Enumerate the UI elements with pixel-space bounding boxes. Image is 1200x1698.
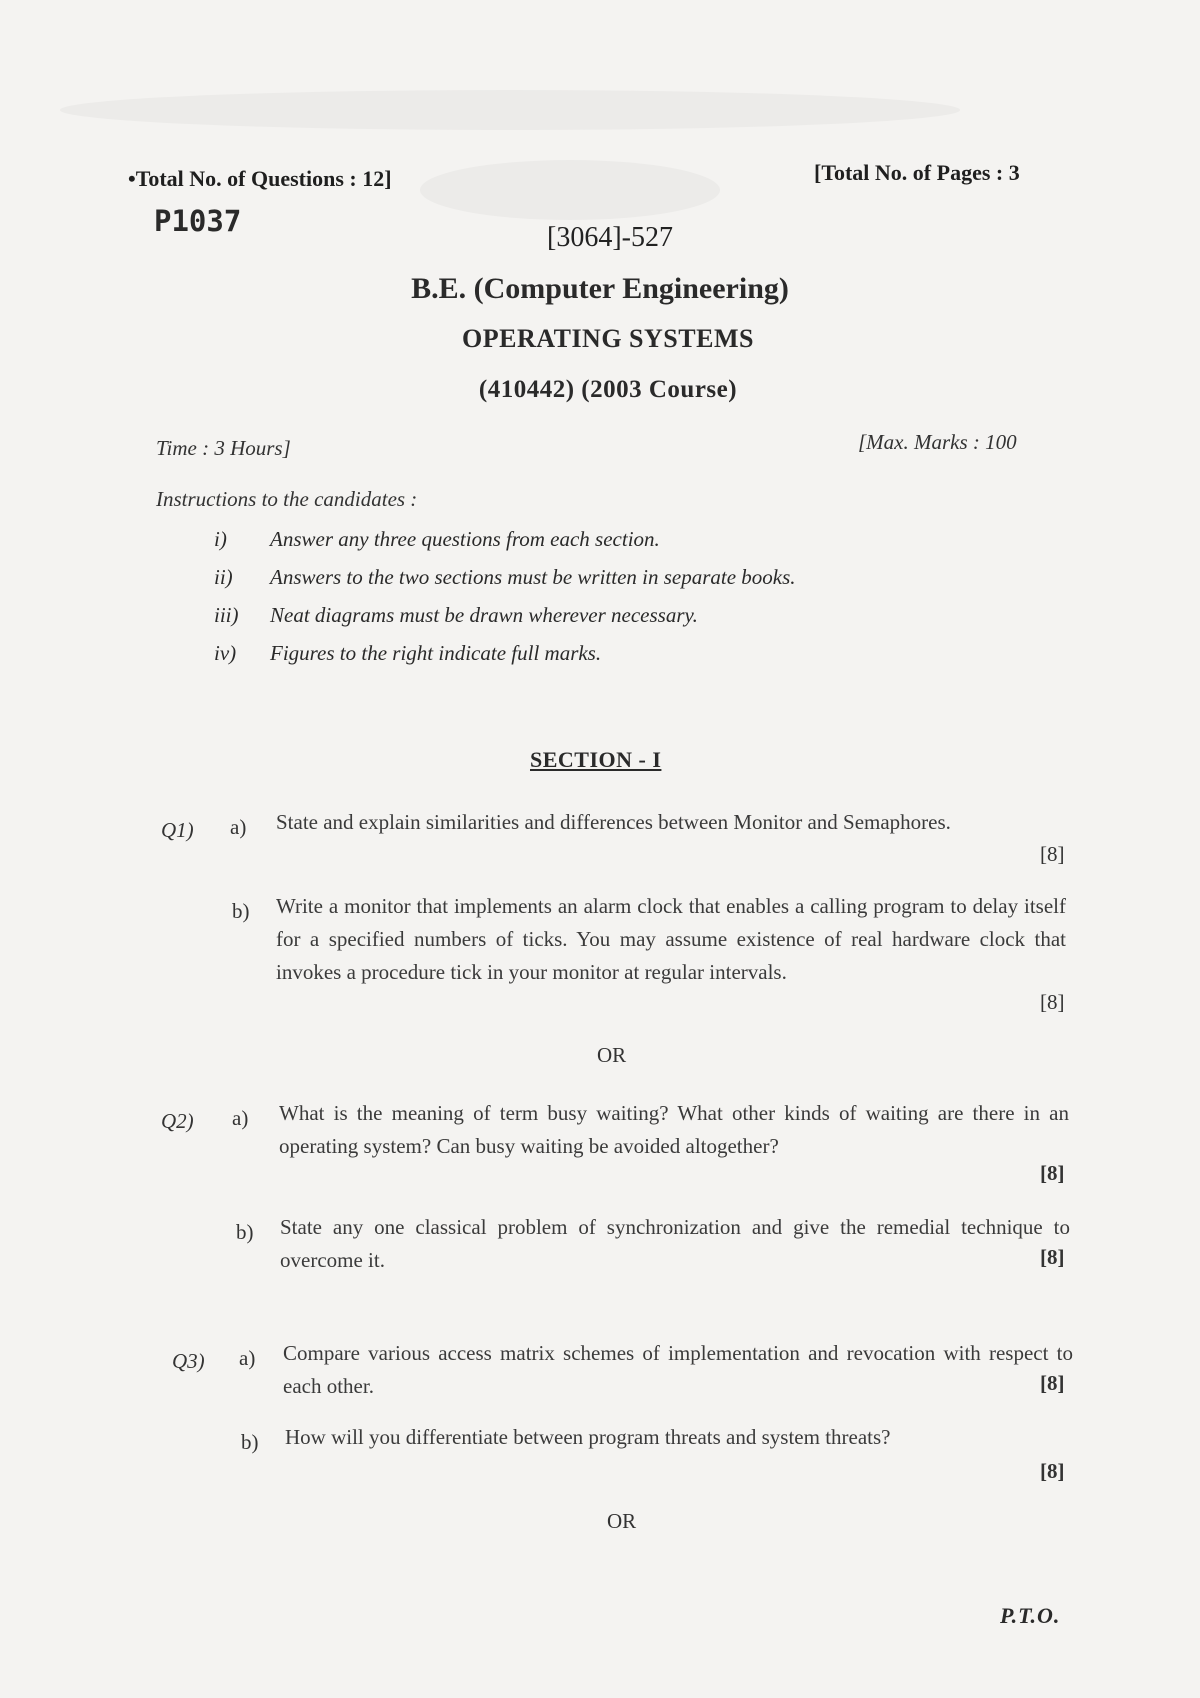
instruction-number: i)	[214, 527, 227, 551]
exam-time: Time : 3 Hours]	[156, 436, 291, 460]
instruction-item	[214, 603, 698, 628]
question-text: State and explain similarities and differences between Monitor and Semaphores.	[276, 810, 951, 834]
subject-title: OPERATING SYSTEMS	[462, 324, 754, 353]
instruction-text: Figures to the right indicate full marks.	[270, 641, 602, 665]
marks: [8]	[1040, 842, 1065, 866]
part-letter: a)	[230, 815, 247, 839]
question-number: Q3)	[172, 1349, 205, 1373]
total-questions: •Total No. of Questions : 12]	[128, 166, 392, 191]
or-separator: OR	[597, 1043, 627, 1067]
instruction-number: ii)	[214, 565, 233, 589]
scan-smudge	[420, 160, 720, 220]
question-number: Q1)	[161, 818, 194, 842]
scan-smudge	[60, 90, 960, 130]
instruction-item	[214, 641, 601, 666]
question-text: What is the meaning of term busy waiting? What other kinds of waiting are there in an operating system? Can busy waiting be avoided altogether?	[279, 1101, 1069, 1158]
section-heading: SECTION - I	[530, 747, 662, 772]
instruction-item	[214, 527, 660, 552]
instruction-text: Neat diagrams must be drawn wherever necessary.	[270, 603, 698, 627]
or-separator: OR	[607, 1509, 637, 1533]
instruction-text: Answers to the two sections must be written in separate books.	[270, 565, 796, 589]
instruction-number: iv)	[214, 641, 237, 665]
question-text: Compare various access matrix schemes of implementation and revocation with respect to each other.	[283, 1341, 1073, 1398]
degree-title: B.E. (Computer Engineering)	[411, 272, 789, 305]
question-text: State any one classical problem of synchronization and give the remedial technique to overcome it.	[280, 1215, 1070, 1272]
marks: [8]	[1040, 1371, 1065, 1395]
total-pages: [Total No. of Pages : 3	[814, 160, 1020, 185]
part-letter: a)	[239, 1346, 256, 1370]
marks: [8]	[1040, 990, 1065, 1014]
part-letter: a)	[232, 1106, 249, 1130]
part-letter: b)	[241, 1430, 259, 1454]
instruction-number: iii)	[214, 603, 239, 627]
instructions-heading: Instructions to the candidates :	[156, 487, 418, 511]
exam-code: [3064]-527	[547, 222, 673, 253]
question-number: Q2)	[161, 1109, 194, 1133]
page-turn-over: P.T.O.	[1000, 1603, 1061, 1628]
max-marks: [Max. Marks : 100	[858, 430, 1017, 454]
instruction-text: Answer any three questions from each section.	[270, 527, 660, 551]
part-letter: b)	[236, 1220, 254, 1244]
marks: [8]	[1040, 1245, 1065, 1269]
marks: [8]	[1040, 1161, 1065, 1185]
question-text: Write a monitor that implements an alarm clock that enables a calling program to delay itself for a specified numbers of ticks. You may assume existence of real hardware clock that invokes a procedure tick in your monitor at regular intervals.	[276, 894, 1066, 984]
paper-code: P1037	[154, 204, 242, 238]
question-text: How will you differentiate between program threats and system threats?	[285, 1425, 891, 1449]
marks: [8]	[1040, 1459, 1065, 1483]
part-letter: b)	[232, 899, 250, 923]
instruction-item	[214, 565, 796, 590]
course-title: (410442) (2003 Course)	[478, 376, 738, 403]
